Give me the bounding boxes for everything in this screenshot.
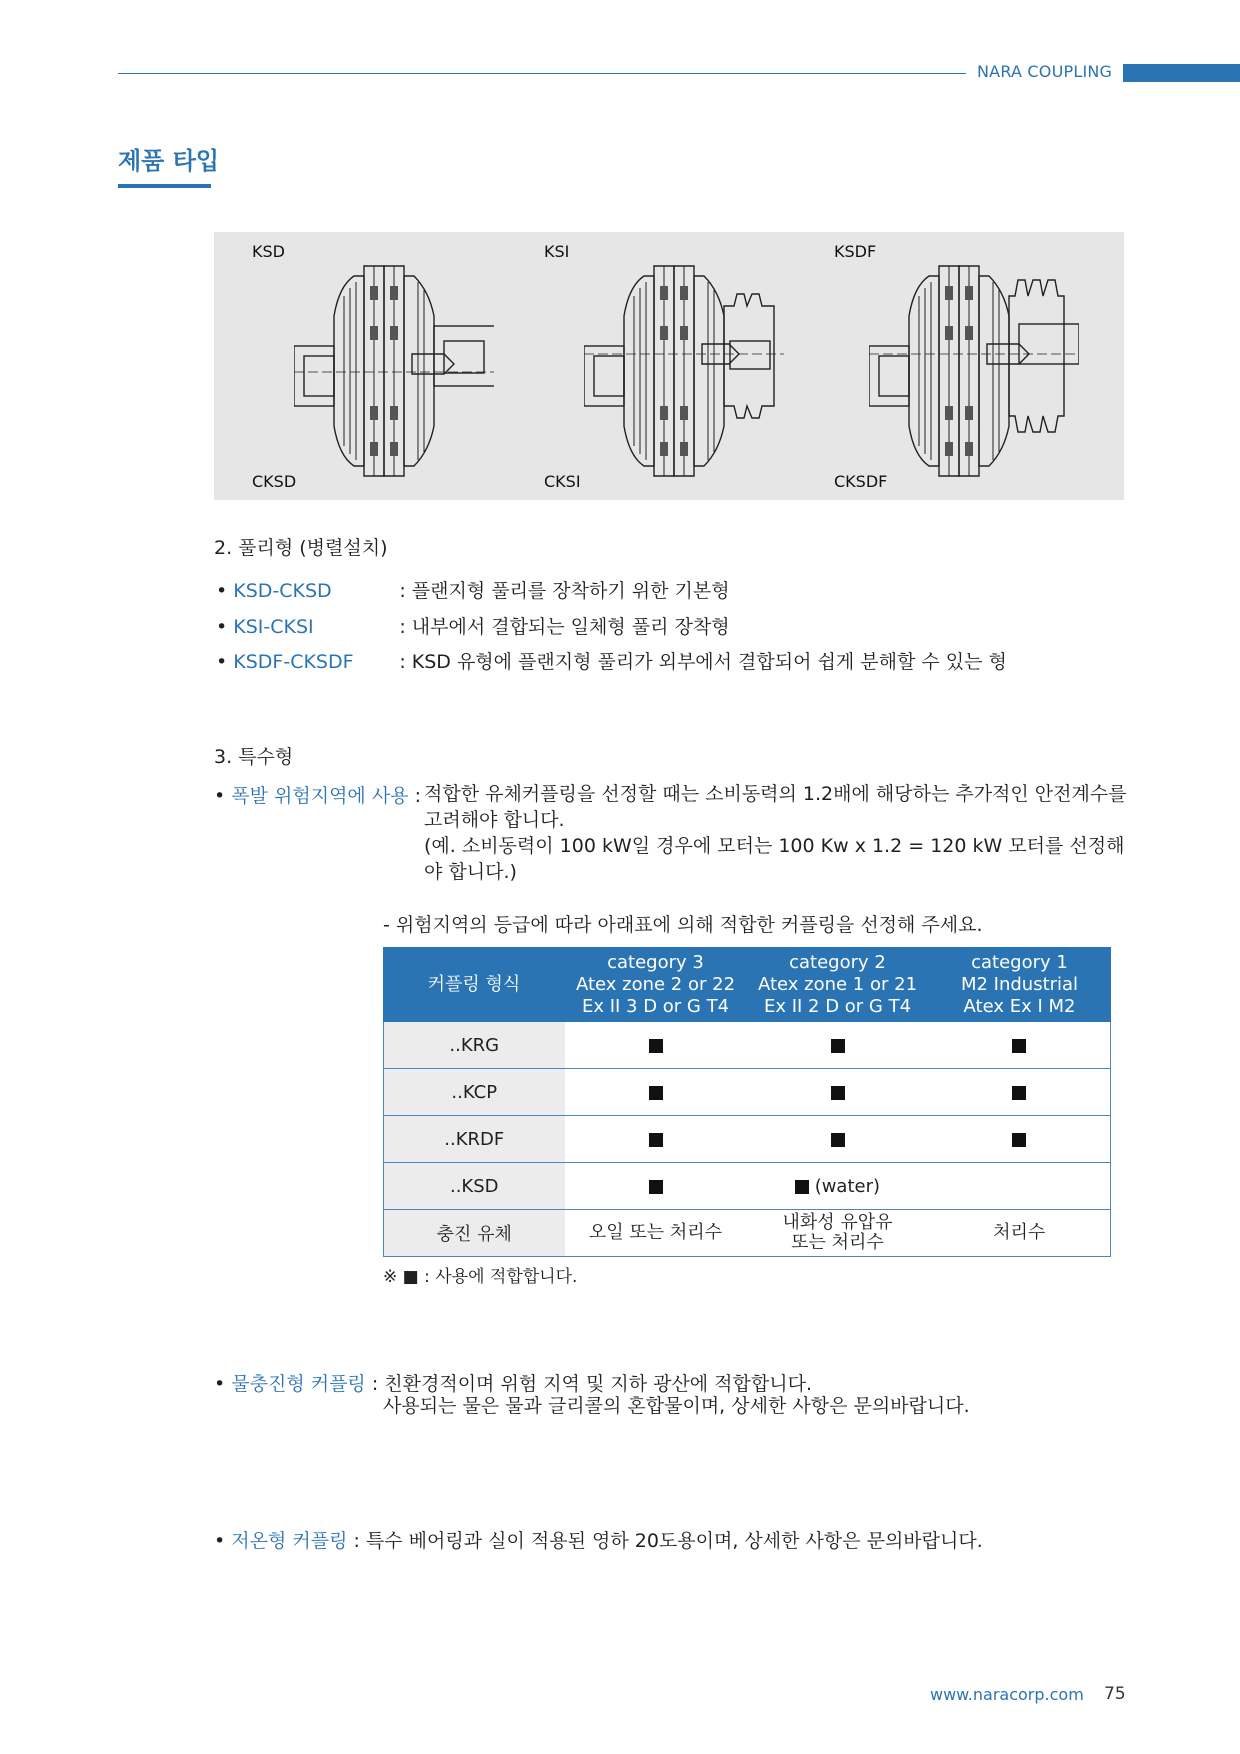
cell-cat1 [929,1022,1111,1069]
table-header-row [384,948,1111,1022]
row-type: ..KCP [384,1069,565,1116]
header-rule [118,73,966,74]
table-intro-note: - 위험지역의 등급에 따라 아래표에 의해 적합한 커플링을 선정해 주세요. [383,914,983,936]
water-line-2: 사용되는 물은 물과 글리콜의 혼합물이며, 상세한 사항은 문의바랍니다. [383,1395,970,1417]
cell-note: (water) [814,1175,881,1197]
col-header-type: 커플링 형식 [384,948,565,1022]
page-title: 제품 타입 [118,147,220,175]
item-desc: : KSD 유형에 플랜지형 풀리가 외부에서 결합되어 쉽게 분해할 수 있는 형 [399,651,1007,673]
cell-cat2 [747,1163,929,1210]
section2-item-ksi [216,612,730,639]
table-fill-row [384,1210,1111,1257]
suitable-mark [649,1086,663,1100]
bullet: • [216,616,228,638]
coupling-drawing-ksd [294,246,494,478]
page-number: 75 [1104,1684,1126,1704]
row-type: ..KRDF [384,1116,565,1163]
lowtemp-name: 저온형 커플링 [231,1530,348,1552]
cell-cat3 [565,1116,747,1163]
figure-label-ksi: KSI [544,242,570,261]
suitable-mark [649,1133,663,1147]
header-brand: NARA COUPLING [977,62,1113,81]
bullet: • [216,651,228,673]
footer-url: www.naracorp.com [930,1685,1084,1704]
figure-label-ksdf: KSDF [834,242,877,261]
item-name: KSD-CKSD [233,580,332,602]
suitable-mark [649,1039,663,1053]
cell-cat2 [747,1022,929,1069]
coupling-drawing-ksi [584,246,784,478]
category-table [383,947,1111,1257]
bullet: • [214,785,226,807]
item-desc: : 내부에서 결합되는 일체형 풀리 장착형 [399,616,730,638]
water-line-1: : 친환경적이며 위험 지역 및 지하 광산에 적합합니다. [371,1373,812,1395]
col-header-cat3: category 3 Atex zone 2 or 22 Ex II 3 D or G T4 [565,948,747,1022]
suitable-mark [1012,1133,1026,1147]
suitable-mark [1012,1039,1026,1053]
figure-label-cksdf: CKSDF [834,472,888,491]
cell-cat3 [565,1022,747,1069]
coupling-drawing-ksdf [869,246,1079,478]
table-legend: ※ ■ : 사용에 적합합니다. [383,1267,578,1287]
cell-cat1: 처리수 [929,1210,1111,1257]
item-desc: : 플랜지형 풀리를 장착하기 위한 기본형 [399,580,730,602]
suitable-mark [831,1086,845,1100]
bullet: • [216,580,228,602]
suitable-mark [831,1133,845,1147]
cell-cat1 [929,1163,1111,1210]
section2-item-ksdf [216,647,1007,674]
suitable-mark [1012,1086,1026,1100]
explosion-line-3: (예. 소비동력이 100 kW일 경우에 모터는 100 Kw x 1.2 = 120 kW 모터를 선정해 [424,835,1125,857]
bullet: • [214,1373,226,1395]
cell-cat1 [929,1069,1111,1116]
item-name: KSI-CKSI [233,616,314,638]
explosion-desc [424,781,1127,885]
header-accent-bar [1123,64,1240,82]
product-figure-panel [214,232,1124,500]
cell-cat2: 내화성 유압유 또는 처리수 [747,1210,929,1257]
cell-cat1 [929,1116,1111,1163]
explosion-line-4: 야 합니다.) [424,861,517,883]
suitable-mark [795,1180,809,1194]
cell-cat2 [747,1116,929,1163]
water-bullet [214,1369,812,1396]
explosion-line-2: 고려해야 합니다. [424,809,565,831]
figure-label-cksi: CKSI [544,472,581,491]
table-row [384,1116,1111,1163]
table-row [384,1022,1111,1069]
item-name: KSDF-CKSDF [233,651,354,673]
explosion-line-1: 적합한 유체커플링을 선정할 때는 소비동력의 1.2배에 해당하는 추가적인 안전계수를 [424,783,1127,805]
row-type: ..KSD [384,1163,565,1210]
water-name: 물충진형 커플링 [231,1373,366,1395]
cell-cat2 [747,1069,929,1116]
title-underline [118,184,211,188]
section2-heading: 2. 풀리형 (병렬설치) [214,537,388,559]
cell-cat3 [565,1163,747,1210]
explosion-bullet [214,781,421,808]
suitable-mark [649,1180,663,1194]
suitable-mark [831,1039,845,1053]
bullet: • [214,1530,226,1552]
figure-label-cksd: CKSD [252,472,297,491]
figure-label-ksd: KSD [252,242,285,261]
separator: : [414,785,421,807]
col-header-cat2: category 2 Atex zone 1 or 21 Ex II 2 D or G T4 [747,948,929,1022]
table-row [384,1163,1111,1210]
col-header-cat1: category 1 M2 Industrial Atex Ex I M2 [929,948,1111,1022]
section2-item-ksd [216,576,730,603]
cell-cat3: 오일 또는 처리수 [565,1210,747,1257]
lowtemp-bullet [214,1526,983,1553]
section3-heading: 3. 특수형 [214,746,294,768]
cell-cat3 [565,1069,747,1116]
explosion-name: 폭발 위험지역에 사용 [231,785,409,807]
table-row [384,1069,1111,1116]
lowtemp-line-1: : 특수 베어링과 실이 적용된 영하 20도용이며, 상세한 사항은 문의바랍니다. [353,1530,983,1552]
row-type: 충진 유체 [384,1210,565,1257]
row-type: ..KRG [384,1022,565,1069]
